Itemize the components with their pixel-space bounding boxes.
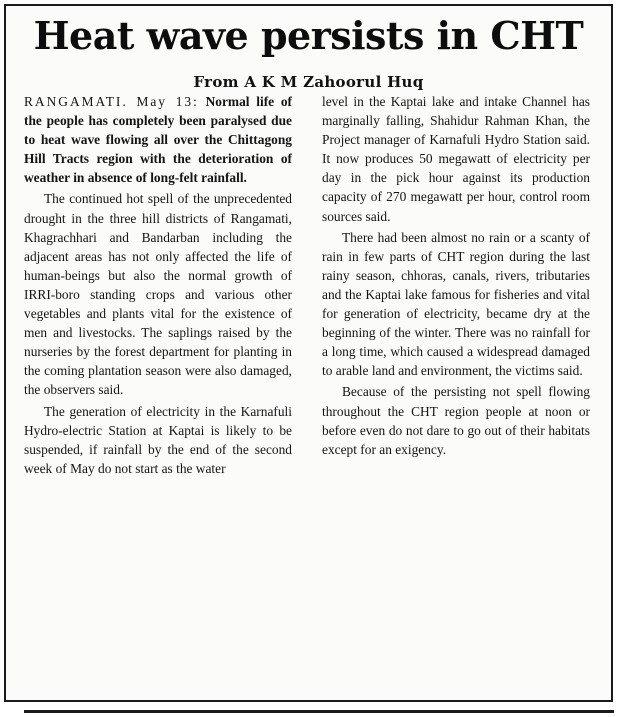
article-column-left <box>24 92 292 478</box>
paragraph-5: Because of the persisting not spell flowing throughout the CHT region people at noon or before even do not dare to go out of their habitats except for an exigency. <box>322 384 590 457</box>
paragraph-4: There had been almost no rain or a scanty of rain in few parts of CHT region during the last rainy season, chhoras, canals, rivers, tributaries and the Kaptai lake famous for fisheries and vital for generation of electricity, became dry at the beginning of the winter. There was no rainfall for a long time, which caused a widespread damaged to arable land and environment, the victims said. <box>322 229 590 379</box>
paragraph-1 <box>24 92 292 187</box>
byline: From A K M Zahoorul Huq <box>193 73 424 91</box>
paragraph-3: The generation of electricity in the Karnafuli Hydro-electric Station at Kaptai is likely to be suspended, if rainfall by the end of the second week of May do not start as the water <box>24 403 292 476</box>
article-column-right <box>322 92 590 459</box>
paragraph-1-text: Normal life of the people has completely been paralysed due to heat wave flowing all over the Chittagong Hill Tracts region with the deterioration of weather in absence of long-felt rainfall. <box>24 94 293 186</box>
headline: Heat wave persists in CHT <box>33 13 584 58</box>
bottom-divider <box>24 710 614 713</box>
dateline: RANGAMATI. May 13: <box>24 94 199 109</box>
paragraph-2: The continued hot spell of the unprecedented drought in the three hill districts of Rangamati, Khagrachhari and Bandarban including the adjacent areas has not only affected the life of human-beings but also the normal growth of IRRI-boro standing crops and various other vegetables and plants vital for the existence of men and livestocks. The saplings raised by the nurseries by the forest department for planting in the coming plantation season were also damaged, the observers said. <box>24 191 292 398</box>
paragraph-3-continued: level in the Kaptai lake and intake Channel has marginally falling, Shahidur Rahman Khan, the Project manager of Karnafuli Hydro Station said. It now produces 50 megawatt of electricity per day in the pick hour against its production capacity of 270 megawatt per hour, control room sources said. <box>322 94 590 224</box>
